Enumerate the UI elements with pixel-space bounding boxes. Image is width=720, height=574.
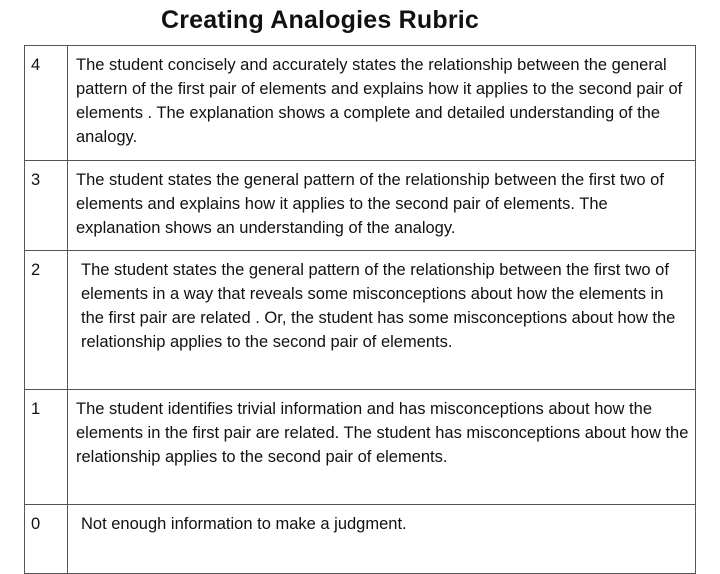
description-cell: The student concisely and accurately states the relationship between the general pattern of the first pair of elements and explains how it applies to the second pair of elements . The explanation shows a complete and detailed understanding of the analogy. xyxy=(68,46,696,161)
description-text: The student states the general pattern of the relationship between the first two of elements in a way that reveals some misconceptions about how the elements in the first pair are related . Or, the student has some misconceptions about how the relationship applies to the second pair of elements. xyxy=(81,261,676,351)
description-cell: The student states the general pattern of the relationship between the first two of elements and explains how it applies to the second pair of elements. The explanation shows an understanding of the analogy. xyxy=(68,161,696,251)
score-cell: 4 xyxy=(25,46,68,161)
rubric-row-4 xyxy=(25,46,696,161)
score-cell: 0 xyxy=(25,505,68,574)
rubric-row-3 xyxy=(25,161,696,251)
description-cell xyxy=(68,251,696,390)
score-cell: 2 xyxy=(25,251,68,390)
score-cell: 1 xyxy=(25,390,68,505)
description-cell: The student identifies trivial information and has misconceptions about how the elements in the first pair are related. The student has misconceptions about how the relationship applies to the second pair of elements. xyxy=(68,390,696,505)
rubric-title: Creating Analogies Rubric xyxy=(160,6,479,34)
rubric-row-1 xyxy=(25,390,696,505)
rubric-table xyxy=(24,45,696,574)
score-cell: 3 xyxy=(25,161,68,251)
rubric-row-2 xyxy=(25,251,696,390)
description-cell xyxy=(68,505,696,574)
rubric-row-0 xyxy=(25,505,696,574)
description-text: Not enough information to make a judgment. xyxy=(81,515,407,533)
